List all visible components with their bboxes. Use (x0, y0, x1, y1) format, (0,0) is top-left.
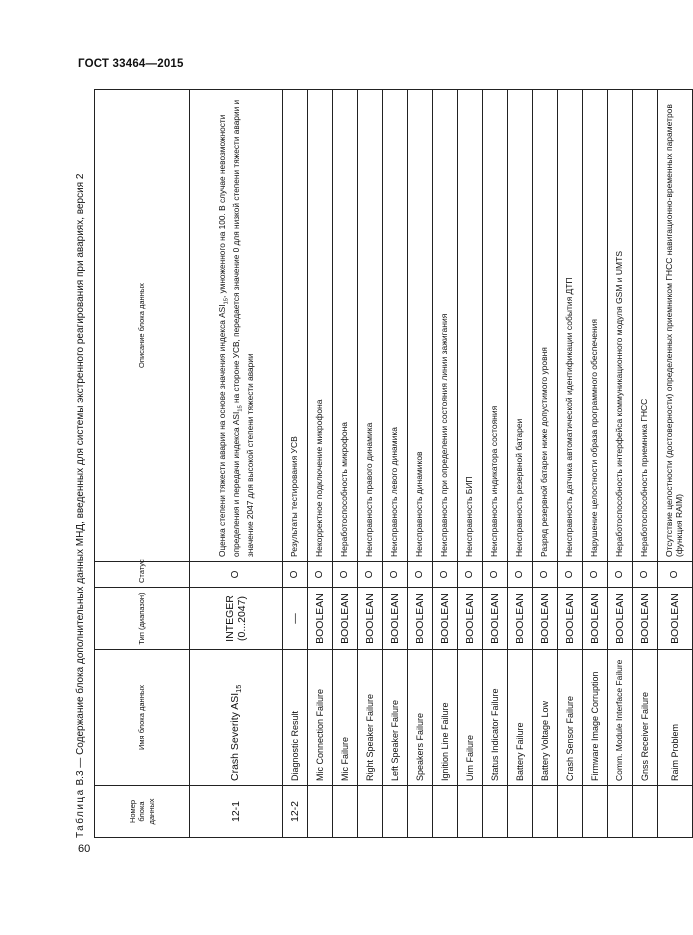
table-row (558, 90, 583, 838)
cell-id (433, 786, 458, 838)
table-row (333, 90, 358, 838)
cell-type: BOOLEAN (358, 588, 383, 650)
name-text: Crash Severity ASI (228, 692, 241, 781)
cell-id (408, 786, 433, 838)
table-row (533, 90, 558, 838)
cell-desc (190, 90, 283, 562)
cell-id (658, 786, 693, 838)
cell-status: O (190, 562, 283, 588)
cell-name: Mic Connection Failure (308, 650, 333, 786)
cell-status: O (308, 562, 333, 588)
table-row (608, 90, 633, 838)
cell-type: BOOLEAN (383, 588, 408, 650)
cell-status: O (633, 562, 658, 588)
cell-name (190, 650, 283, 786)
cell-name: Right Speaker Failure (358, 650, 383, 786)
cell-id (508, 786, 533, 838)
table-row (633, 90, 658, 838)
table-row (283, 90, 308, 838)
cell-status: O (508, 562, 533, 588)
cell-name: Uim Failure (458, 650, 483, 786)
name-subscript: 15 (233, 684, 243, 693)
cell-name: Left Speaker Failure (383, 650, 408, 786)
cell-desc: Неисправность левого динамика (383, 90, 408, 562)
desc-subscript-2: 15 (237, 405, 244, 412)
cell-desc: Некорректное подключение микрофона (308, 90, 333, 562)
cell-name: Comm. Module Interface Failure (608, 650, 633, 786)
cell-type: BOOLEAN (408, 588, 433, 650)
cell-status: O (333, 562, 358, 588)
cell-status: O (283, 562, 308, 588)
desc-part-3: на стороне УСВ, передается значение 0 для низкой степени тяжести аварии и значение 2047 для высокой степени тяжести аварии (230, 99, 255, 557)
cell-desc: Неисправность резервной батареи (508, 90, 533, 562)
cell-name: Diagnostic Result (283, 650, 308, 786)
header-id: Номер блока данных (95, 786, 190, 838)
cell-name: Ignition Line Failure (433, 650, 458, 786)
cell-type: BOOLEAN (583, 588, 608, 650)
cell-id (608, 786, 633, 838)
cell-status: O (658, 562, 693, 588)
cell-status: O (433, 562, 458, 588)
cell-type: BOOLEAN (633, 588, 658, 650)
table-row (508, 90, 533, 838)
cell-id: 12-2 (283, 786, 308, 838)
cell-type: BOOLEAN (458, 588, 483, 650)
cell-type: INTEGER (0...2047) (190, 588, 283, 650)
cell-desc: Неработоспособность приемника ГНСС (633, 90, 658, 562)
header-desc: Описание блока данных (95, 90, 190, 562)
cell-name: Battery Failure (508, 650, 533, 786)
cell-name: Crash Sensor Failure (558, 650, 583, 786)
cell-status: O (583, 562, 608, 588)
cell-desc: Разряд резервной батареи ниже допустимого уровня (533, 90, 558, 562)
cell-name: Battery Voltage Low (533, 650, 558, 786)
desc-part-2: , умноженного на 100. В случае невозможности определения и передачи индекса ASI (216, 114, 241, 557)
cell-desc: Нарушение целостности образа программного обеспечения (583, 90, 608, 562)
caption-text: В.3 — Содержание блока дополнительных данных МНД, введенных для системы экстренного реагирования при авариях, версия 2 (75, 173, 86, 786)
cell-desc: Отсутствие целостности (достоверности) определенных приемником ГНСС навигационно-временных параметров (функция RAIM) (658, 90, 693, 562)
cell-desc: Неисправность БИП (458, 90, 483, 562)
table-header-row (95, 90, 190, 838)
cell-type: BOOLEAN (608, 588, 633, 650)
table-row (190, 90, 283, 838)
cell-status: O (483, 562, 508, 588)
table-row (483, 90, 508, 838)
cell-type: BOOLEAN (533, 588, 558, 650)
cell-id: 12-1 (190, 786, 283, 838)
table-row (358, 90, 383, 838)
cell-status: O (533, 562, 558, 588)
cell-type: BOOLEAN (483, 588, 508, 650)
cell-desc: Неработоспособность микрофона (333, 90, 358, 562)
table-row (658, 90, 693, 838)
cell-desc: Неисправность правого динамика (358, 90, 383, 562)
cell-id (333, 786, 358, 838)
cell-type: BOOLEAN (558, 588, 583, 650)
table-row (408, 90, 433, 838)
cell-name: Speakers Failure (408, 650, 433, 786)
cell-type: BOOLEAN (433, 588, 458, 650)
cell-id (558, 786, 583, 838)
cell-status: O (458, 562, 483, 588)
header-status: Статус (95, 562, 190, 588)
cell-name: Raim Problem (658, 650, 693, 786)
cell-desc: Неисправность динамиков (408, 90, 433, 562)
cell-id (308, 786, 333, 838)
cell-id (633, 786, 658, 838)
cell-type: BOOLEAN (508, 588, 533, 650)
cell-type: BOOLEAN (333, 588, 358, 650)
data-table (94, 89, 693, 838)
table-row (433, 90, 458, 838)
desc-part-1: Оценка степени тяжести аварии на основе значения индекса ASI (216, 304, 227, 557)
page-number: 60 (78, 843, 91, 855)
cell-name: Firmware Image Corruption (583, 650, 608, 786)
header-type: Тип (диапазон) (95, 588, 190, 650)
cell-name: Status Indicator Failure (483, 650, 508, 786)
cell-status: O (383, 562, 408, 588)
cell-id (458, 786, 483, 838)
cell-desc: Неработоспособность интерфейса коммуникационного модуля GSM и UMTS (608, 90, 633, 562)
rotated-table-container (70, 90, 684, 838)
cell-id (358, 786, 383, 838)
cell-id (383, 786, 408, 838)
cell-desc: Результаты тестирования УСВ (283, 90, 308, 562)
cell-name: Gnss Receiver Failure (633, 650, 658, 786)
document-header: ГОСТ 33464—2015 (78, 58, 184, 70)
cell-desc: Неисправность индикатора состояния (483, 90, 508, 562)
cell-status: O (558, 562, 583, 588)
header-name: Имя блока данных (95, 650, 190, 786)
cell-type: BOOLEAN (658, 588, 693, 650)
cell-desc: Неисправность при определении состояния линии зажигания (433, 90, 458, 562)
table-row (583, 90, 608, 838)
table-row (383, 90, 408, 838)
cell-status: O (358, 562, 383, 588)
cell-name: Mic Failure (333, 650, 358, 786)
caption-label: Таблица (75, 788, 86, 838)
table-row (458, 90, 483, 838)
cell-desc: Неисправность датчика автоматической идентификации события ДТП (558, 90, 583, 562)
cell-id (483, 786, 508, 838)
desc-subscript-1: 15 (223, 298, 230, 305)
cell-type: BOOLEAN (308, 588, 333, 650)
cell-id (533, 786, 558, 838)
cell-type: — (283, 588, 308, 650)
cell-id (583, 786, 608, 838)
table-row (308, 90, 333, 838)
cell-status: O (608, 562, 633, 588)
cell-status: O (408, 562, 433, 588)
table-caption (70, 90, 92, 838)
